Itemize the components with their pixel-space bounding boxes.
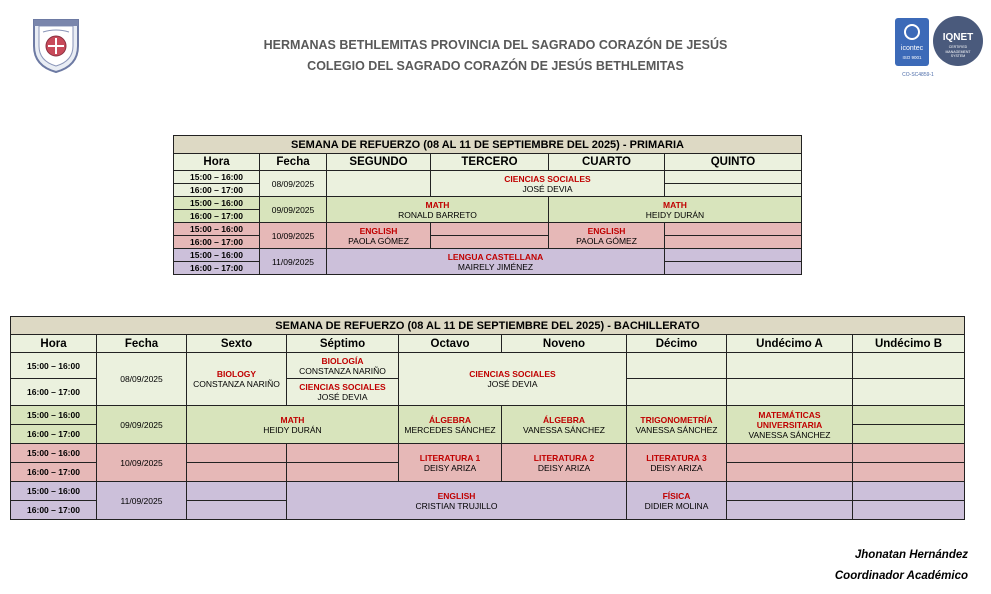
- empty-cell: [853, 501, 965, 520]
- iqnet-logo: [933, 16, 983, 66]
- teacher-label: DEISY ARIZA: [537, 462, 591, 473]
- teacher-label: VANESSA SÁNCHEZ: [635, 424, 718, 435]
- schedule-cell: [627, 444, 727, 482]
- date-cell: 10/09/2025: [97, 444, 187, 482]
- subject-label: ENGLISH: [437, 490, 476, 501]
- schedule-cell: [327, 197, 549, 223]
- subject-label: LITERATURA 3: [646, 452, 707, 463]
- teacher-label: RONALD BARRETO: [398, 209, 477, 220]
- schedule-cell: [287, 482, 627, 520]
- col-header-undecimo-b: Undécimo B: [853, 335, 965, 353]
- col-header-decimo: Décimo: [627, 335, 727, 353]
- date-cell: 08/09/2025: [97, 353, 187, 406]
- time-slot: 16:00 – 17:00: [174, 210, 260, 223]
- iqnet-label: IQNET: [942, 32, 974, 43]
- subject-label: BIOLOGY: [216, 369, 257, 379]
- subject-label: FÍSICA: [662, 490, 691, 501]
- time-slot: 16:00 – 17:00: [11, 425, 97, 444]
- date-cell: 08/09/2025: [260, 171, 327, 197]
- schedule-cell: [727, 406, 853, 444]
- time-slot: 15:00 – 16:00: [174, 223, 260, 236]
- time-slot: 15:00 – 16:00: [174, 249, 260, 262]
- subject-label: CIENCIAS SOCIALES: [299, 382, 386, 392]
- empty-cell: [665, 184, 802, 197]
- empty-cell: [853, 444, 965, 463]
- col-header-quinto: QUINTO: [665, 154, 802, 171]
- teacher-label: JOSÉ DEVIA: [522, 183, 573, 194]
- time-slot: 16:00 – 17:00: [174, 262, 260, 275]
- teacher-label: JOSÉ DEVIA: [317, 392, 368, 402]
- primaria-schedule-table: [173, 135, 802, 275]
- schedule-cell: [399, 444, 502, 482]
- date-cell: 11/09/2025: [97, 482, 187, 520]
- date-cell: 09/09/2025: [97, 406, 187, 444]
- teacher-label: HEIDY DURÁN: [263, 424, 322, 435]
- date-cell: 11/09/2025: [260, 249, 327, 275]
- empty-cell: [853, 425, 965, 444]
- col-header-octavo: Octavo: [399, 335, 502, 353]
- date-cell: 10/09/2025: [260, 223, 327, 249]
- subject-label: LITERATURA 2: [533, 452, 595, 463]
- subject-label: LITERATURA 1: [419, 452, 481, 463]
- empty-cell: [727, 482, 853, 501]
- time-slot: 16:00 – 17:00: [11, 379, 97, 406]
- school-name: COLEGIO DEL SAGRADO CORAZÓN DE JESÚS BETHLEMITAS: [307, 59, 684, 73]
- time-slot: 16:00 – 17:00: [174, 236, 260, 249]
- empty-cell: [187, 501, 287, 520]
- institution-name: HERMANAS BETHLEMITAS PROVINCIA DEL SAGRADO CORAZÓN DE JESÚS: [263, 38, 728, 52]
- subject-label: LENGUA CASTELLANA: [447, 251, 544, 262]
- icontec-logo: [895, 18, 929, 66]
- teacher-label: MERCEDES SÁNCHEZ: [404, 424, 496, 435]
- schedule-cell: [627, 406, 727, 444]
- time-slot: 15:00 – 16:00: [174, 171, 260, 184]
- primaria-title: SEMANA DE REFUERZO (08 AL 11 DE SEPTIEMBRE DEL 2025) - PRIMARIA: [174, 136, 802, 154]
- time-slot: 16:00 – 17:00: [174, 184, 260, 197]
- time-slot: 16:00 – 17:00: [11, 463, 97, 482]
- schedule-cell: [287, 379, 399, 406]
- empty-cell: [431, 223, 549, 236]
- schedule-cell: [399, 406, 502, 444]
- schedule-cell: [187, 406, 399, 444]
- empty-cell: [853, 379, 965, 406]
- schedule-cell: [187, 353, 287, 406]
- col-header-fecha: Fecha: [97, 335, 187, 353]
- col-header-hora: Hora: [174, 154, 260, 171]
- schedule-cell: [627, 482, 727, 520]
- empty-cell: [727, 463, 853, 482]
- teacher-label: PAOLA GÓMEZ: [576, 235, 637, 246]
- empty-cell: [853, 463, 965, 482]
- col-header-tercero: TERCERO: [431, 154, 549, 171]
- col-header-hora: Hora: [11, 335, 97, 353]
- col-header-fecha: Fecha: [260, 154, 327, 171]
- empty-cell: [327, 171, 431, 197]
- certification-code: CO-SC4859-1: [902, 72, 934, 78]
- empty-cell: [187, 444, 287, 463]
- subject-label: MATH: [663, 199, 687, 210]
- subject-label: ENGLISH: [587, 225, 626, 236]
- time-slot: 15:00 – 16:00: [11, 406, 97, 425]
- teacher-label: CRISTIAN TRUJILLO: [415, 500, 498, 511]
- signatory-name: Jhonatan Hernández: [854, 549, 968, 561]
- schedule-cell: [399, 353, 627, 406]
- empty-cell: [665, 262, 802, 275]
- col-header-cuarto: CUARTO: [549, 154, 665, 171]
- iqnet-sublabel: CERTIFIED MANAGEMENT SYSTEM: [945, 45, 971, 58]
- teacher-label: CONSTANZA NARIÑO: [299, 365, 386, 376]
- schedule-cell: [327, 249, 665, 275]
- empty-cell: [627, 353, 727, 379]
- empty-cell: [665, 249, 802, 262]
- col-header-septimo: Séptimo: [287, 335, 399, 353]
- empty-cell: [727, 353, 853, 379]
- col-header-undecimo-a: Undécimo A: [727, 335, 853, 353]
- col-header-noveno: Noveno: [502, 335, 627, 353]
- col-header-sexto: Sexto: [187, 335, 287, 353]
- empty-cell: [665, 236, 802, 249]
- time-slot: 15:00 – 16:00: [11, 353, 97, 379]
- empty-cell: [187, 482, 287, 501]
- teacher-label: DEISY ARIZA: [423, 462, 477, 473]
- empty-cell: [287, 444, 399, 463]
- subject-label: BIOLOGÍA: [321, 355, 364, 366]
- signatory-role: Coordinador Académico: [834, 570, 968, 582]
- bachillerato-schedule-table: [10, 316, 965, 520]
- bachillerato-title: SEMANA DE REFUERZO (08 AL 11 DE SEPTIEMBRE DEL 2025) - BACHILLERATO: [11, 317, 965, 335]
- teacher-label: VANESSA SÁNCHEZ: [522, 424, 606, 435]
- teacher-label: PAOLA GÓMEZ: [348, 235, 409, 246]
- teacher-label: JOSÉ DEVIA: [487, 379, 538, 389]
- schedule-cell: [431, 171, 665, 197]
- empty-cell: [287, 463, 399, 482]
- subject-label: CIENCIAS SOCIALES: [504, 173, 591, 184]
- date-cell: 09/09/2025: [260, 197, 327, 223]
- schedule-cell: [287, 353, 399, 379]
- subject-label: ÁLGEBRA: [542, 414, 586, 425]
- empty-cell: [665, 223, 802, 236]
- schedule-cell: [502, 406, 627, 444]
- col-header-segundo: SEGUNDO: [327, 154, 431, 171]
- subject-label: MATH: [280, 414, 305, 425]
- teacher-label: DIDIER MOLINA: [644, 500, 709, 511]
- empty-cell: [853, 353, 965, 379]
- empty-cell: [187, 463, 287, 482]
- time-slot: 15:00 – 16:00: [174, 197, 260, 210]
- icontec-label: icontec: [900, 45, 924, 52]
- subject-label: CIENCIAS SOCIALES: [469, 369, 556, 379]
- empty-cell: [665, 171, 802, 184]
- schedule-cell: [549, 197, 802, 223]
- subject-label: TRIGONOMETRÍA: [640, 414, 713, 425]
- subject-label: MATH: [425, 199, 450, 210]
- time-slot: 15:00 – 16:00: [11, 444, 97, 463]
- empty-cell: [627, 379, 727, 406]
- empty-cell: [431, 236, 549, 249]
- time-slot: 15:00 – 16:00: [11, 482, 97, 501]
- subject-label: ÁLGEBRA: [428, 414, 472, 425]
- time-slot: 16:00 – 17:00: [11, 501, 97, 520]
- empty-cell: [727, 379, 853, 406]
- schedule-cell: [502, 444, 627, 482]
- teacher-label: VANESSA SÁNCHEZ: [748, 429, 831, 440]
- teacher-label: HEIDY DURÁN: [645, 209, 705, 220]
- icontec-sublabel: ISO 9001: [902, 55, 922, 60]
- schedule-cell: [549, 223, 665, 249]
- empty-cell: [853, 482, 965, 501]
- empty-cell: [853, 406, 965, 425]
- teacher-label: MAIRELY JIMÉNEZ: [457, 261, 534, 272]
- subject-label: ENGLISH: [359, 225, 398, 236]
- subject-label: MATEMÁTICAS UNIVERSITARIA: [756, 409, 823, 430]
- empty-cell: [727, 501, 853, 520]
- schedule-cell: [327, 223, 431, 249]
- empty-cell: [727, 444, 853, 463]
- teacher-label: CONSTANZA NARIÑO: [193, 379, 280, 389]
- teacher-label: DEISY ARIZA: [650, 462, 703, 473]
